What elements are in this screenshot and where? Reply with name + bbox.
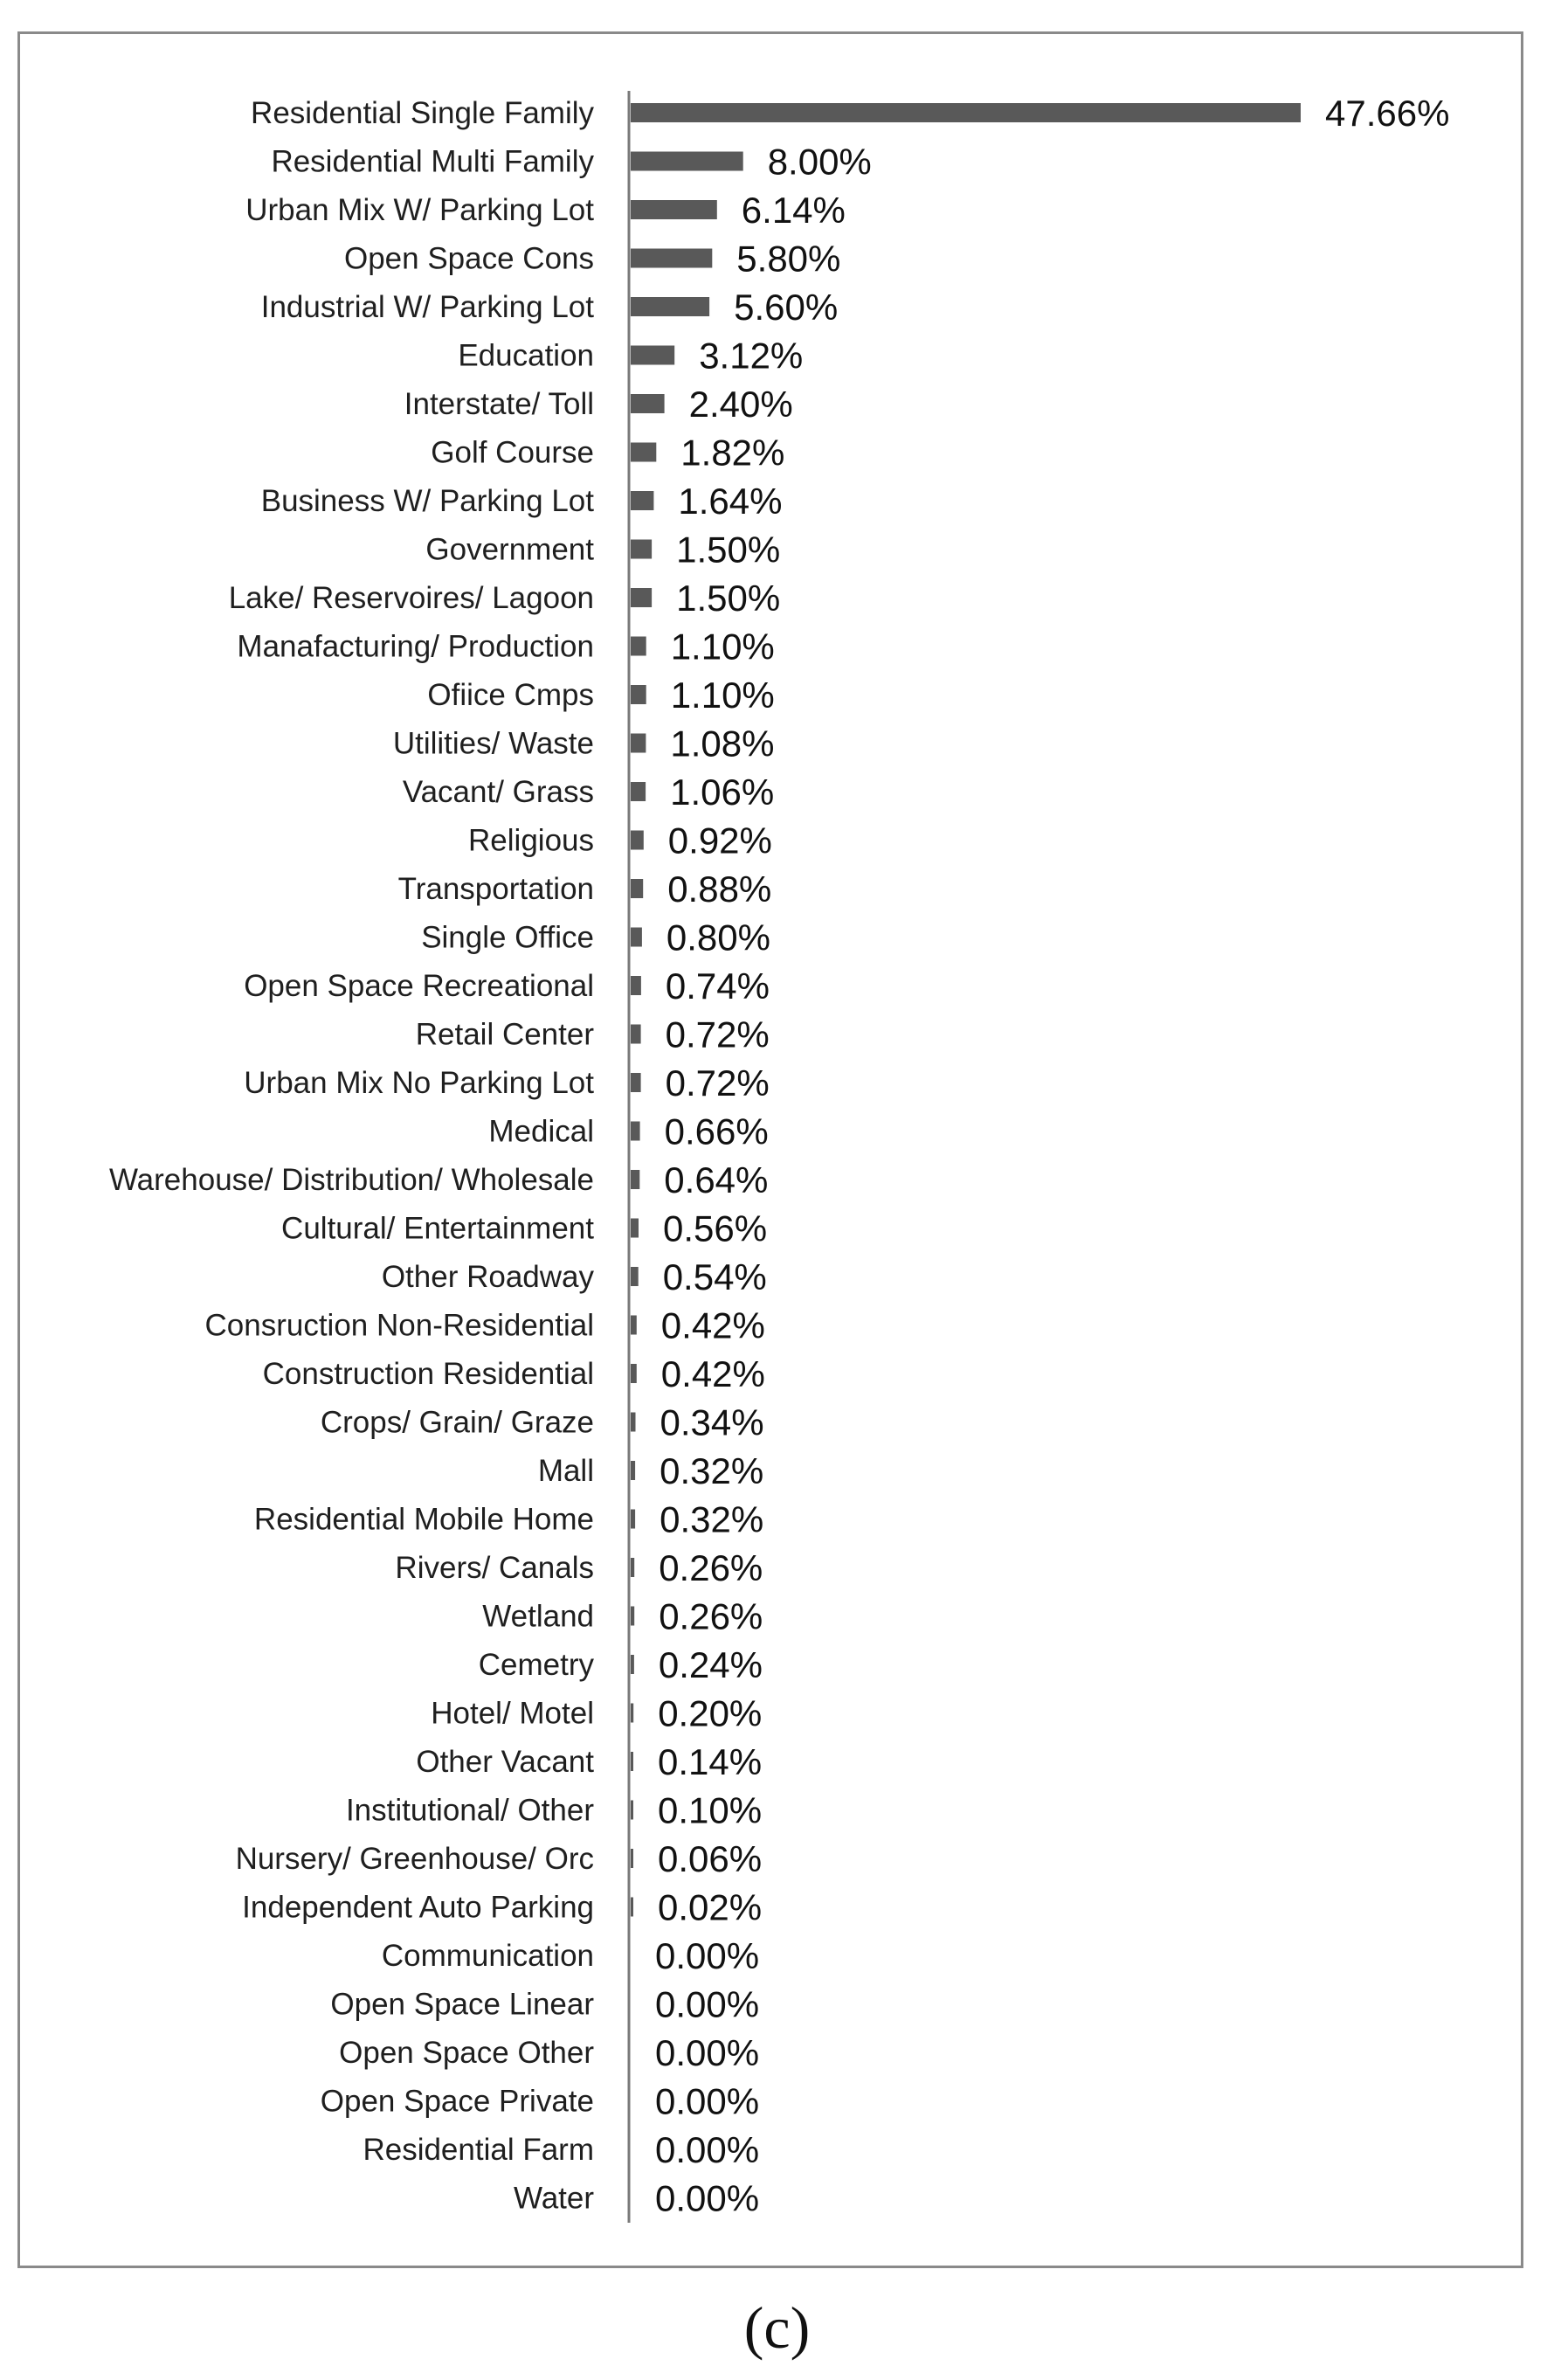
value-label: 0.66% (664, 1110, 769, 1152)
value-label: 0.00% (655, 1983, 760, 2025)
bar (631, 1364, 637, 1383)
value-labels-layer (655, 93, 1449, 2219)
value-label: 0.32% (660, 1450, 764, 1491)
bar (631, 1267, 639, 1286)
bar (631, 1607, 634, 1626)
bar (631, 394, 665, 413)
category-label: Retail Center (415, 1017, 594, 1052)
value-label: 0.72% (665, 1014, 770, 1055)
category-label: Business W/ Parking Lot (260, 484, 594, 518)
category-label: Hotel/ Motel (431, 1696, 594, 1731)
value-label: 1.10% (670, 626, 775, 668)
bar (631, 1801, 633, 1820)
bar (631, 1752, 633, 1771)
bar (631, 685, 646, 704)
bar (631, 200, 717, 219)
bar (631, 491, 653, 510)
bar (631, 976, 641, 995)
bar (631, 1122, 640, 1141)
bar (631, 1316, 637, 1335)
category-label: Transportation (397, 872, 594, 906)
category-label: Government (425, 532, 594, 567)
bar (631, 297, 709, 316)
category-label: Interstate/ Toll (404, 387, 594, 421)
category-label: Open Space Linear (330, 1987, 594, 2022)
bar (631, 734, 646, 753)
bar (631, 103, 1301, 122)
bar (631, 1849, 633, 1868)
category-label: Other Roadway (381, 1260, 594, 1294)
value-label: 0.02% (658, 1886, 763, 1928)
category-label: Warehouse/ Distribution/ Wholesale (108, 1163, 594, 1197)
category-label: Urban Mix No Parking Lot (244, 1066, 594, 1100)
bar (631, 1510, 635, 1529)
value-label: 47.66% (1325, 93, 1450, 134)
value-label: 1.50% (676, 529, 781, 571)
category-label: Residential Single Family (251, 96, 594, 130)
subfigure-label: (c) (743, 2294, 811, 2361)
bar (631, 346, 674, 365)
bar (631, 443, 656, 462)
value-label: 1.08% (670, 723, 775, 765)
value-label: 0.00% (655, 2032, 760, 2073)
bar (631, 152, 743, 171)
bar (631, 588, 652, 607)
category-label: Institutional/ Other (345, 1793, 594, 1828)
value-label: 0.92% (667, 820, 772, 861)
value-label: 0.80% (666, 917, 770, 958)
category-label: Cultural/ Entertainment (281, 1211, 594, 1246)
bar (631, 831, 644, 850)
category-label: Manafacturing/ Production (237, 629, 594, 664)
bar (631, 540, 652, 559)
category-label: Water (513, 2181, 594, 2216)
value-label: 0.74% (665, 965, 770, 1007)
value-label: 0.20% (658, 1692, 763, 1734)
value-label: 1.50% (676, 578, 781, 619)
bar (631, 1461, 635, 1480)
category-label: Communication (381, 1939, 594, 1973)
category-label: Crops/ Grain/ Graze (320, 1405, 594, 1440)
value-label: 8.00% (767, 141, 872, 183)
category-label: Lake/ Reservoires/ Lagoon (228, 581, 594, 615)
value-label: 0.00% (655, 1935, 760, 1976)
category-label: Medical (488, 1114, 594, 1149)
value-label: 0.42% (660, 1304, 765, 1346)
category-label: Construction Residential (262, 1357, 594, 1391)
bar (631, 1898, 633, 1917)
category-label: Religious (468, 823, 594, 858)
category-label: Open Space Recreational (244, 969, 594, 1003)
value-label: 0.26% (659, 1595, 763, 1637)
category-label: Urban Mix W/ Parking Lot (245, 193, 594, 227)
bar (631, 1073, 641, 1092)
category-label: Open Space Other (339, 2036, 594, 2070)
value-label: 0.14% (658, 1741, 763, 1782)
value-label: 0.00% (655, 2177, 760, 2219)
bar (631, 1025, 641, 1044)
category-label: Independent Auto Parking (242, 1890, 594, 1925)
value-label: 6.14% (741, 190, 846, 231)
value-label: 0.64% (664, 1159, 769, 1200)
category-label: Cemetry (478, 1648, 594, 1682)
bar (631, 879, 643, 898)
value-label: 0.10% (658, 1789, 763, 1831)
value-label: 5.80% (736, 238, 841, 280)
category-label: Mall (537, 1454, 594, 1488)
category-label: Golf Course (431, 435, 594, 470)
bar (631, 1558, 634, 1577)
value-label: 1.06% (670, 771, 775, 813)
value-label: 0.06% (658, 1838, 763, 1879)
bar (631, 1704, 633, 1723)
category-label: Industrial W/ Parking Lot (260, 290, 594, 324)
value-label: 0.26% (659, 1547, 763, 1588)
value-label: 0.32% (660, 1498, 764, 1540)
category-label: Other Vacant (416, 1745, 594, 1779)
category-label: Ofiice Cmps (427, 678, 594, 712)
value-label: 0.56% (663, 1207, 768, 1249)
value-label: 2.40% (688, 384, 793, 425)
bar (631, 249, 712, 268)
category-label: Open Space Cons (343, 241, 594, 276)
value-label: 0.42% (660, 1353, 765, 1394)
category-label: Education (458, 338, 594, 373)
value-label: 1.10% (670, 675, 775, 716)
value-label: 0.72% (665, 1062, 770, 1104)
value-label: 0.88% (667, 868, 772, 910)
bar (631, 1655, 634, 1674)
bar (631, 1219, 639, 1238)
bar (631, 637, 646, 656)
category-labels-layer (109, 96, 595, 2216)
category-label: Rivers/ Canals (395, 1551, 594, 1585)
category-label: Consruction Non-Residential (204, 1308, 594, 1343)
bar (631, 1413, 636, 1432)
value-label: 5.60% (734, 287, 839, 328)
category-label: Vacant/ Grass (402, 775, 594, 809)
value-label: 0.54% (662, 1256, 767, 1297)
category-label: Single Office (421, 920, 594, 955)
value-label: 0.34% (660, 1401, 764, 1443)
bar (631, 1170, 639, 1189)
category-label: Residential Farm (363, 2133, 594, 2167)
value-label: 1.64% (678, 481, 783, 522)
value-label: 3.12% (699, 335, 804, 377)
bar (631, 782, 646, 801)
value-label: 0.00% (655, 2080, 760, 2122)
value-label: 0.00% (655, 2129, 760, 2170)
category-label: Residential Mobile Home (253, 1502, 594, 1537)
value-label: 0.24% (658, 1644, 763, 1685)
category-label: Utilities/ Waste (392, 726, 594, 761)
category-label: Open Space Private (320, 2084, 594, 2119)
bar (631, 928, 642, 947)
category-label: Nursery/ Greenhouse/ Orc (235, 1842, 594, 1876)
category-label: Residential Multi Family (271, 144, 594, 179)
category-label: Wetland (482, 1599, 594, 1634)
value-label: 1.82% (680, 432, 785, 474)
